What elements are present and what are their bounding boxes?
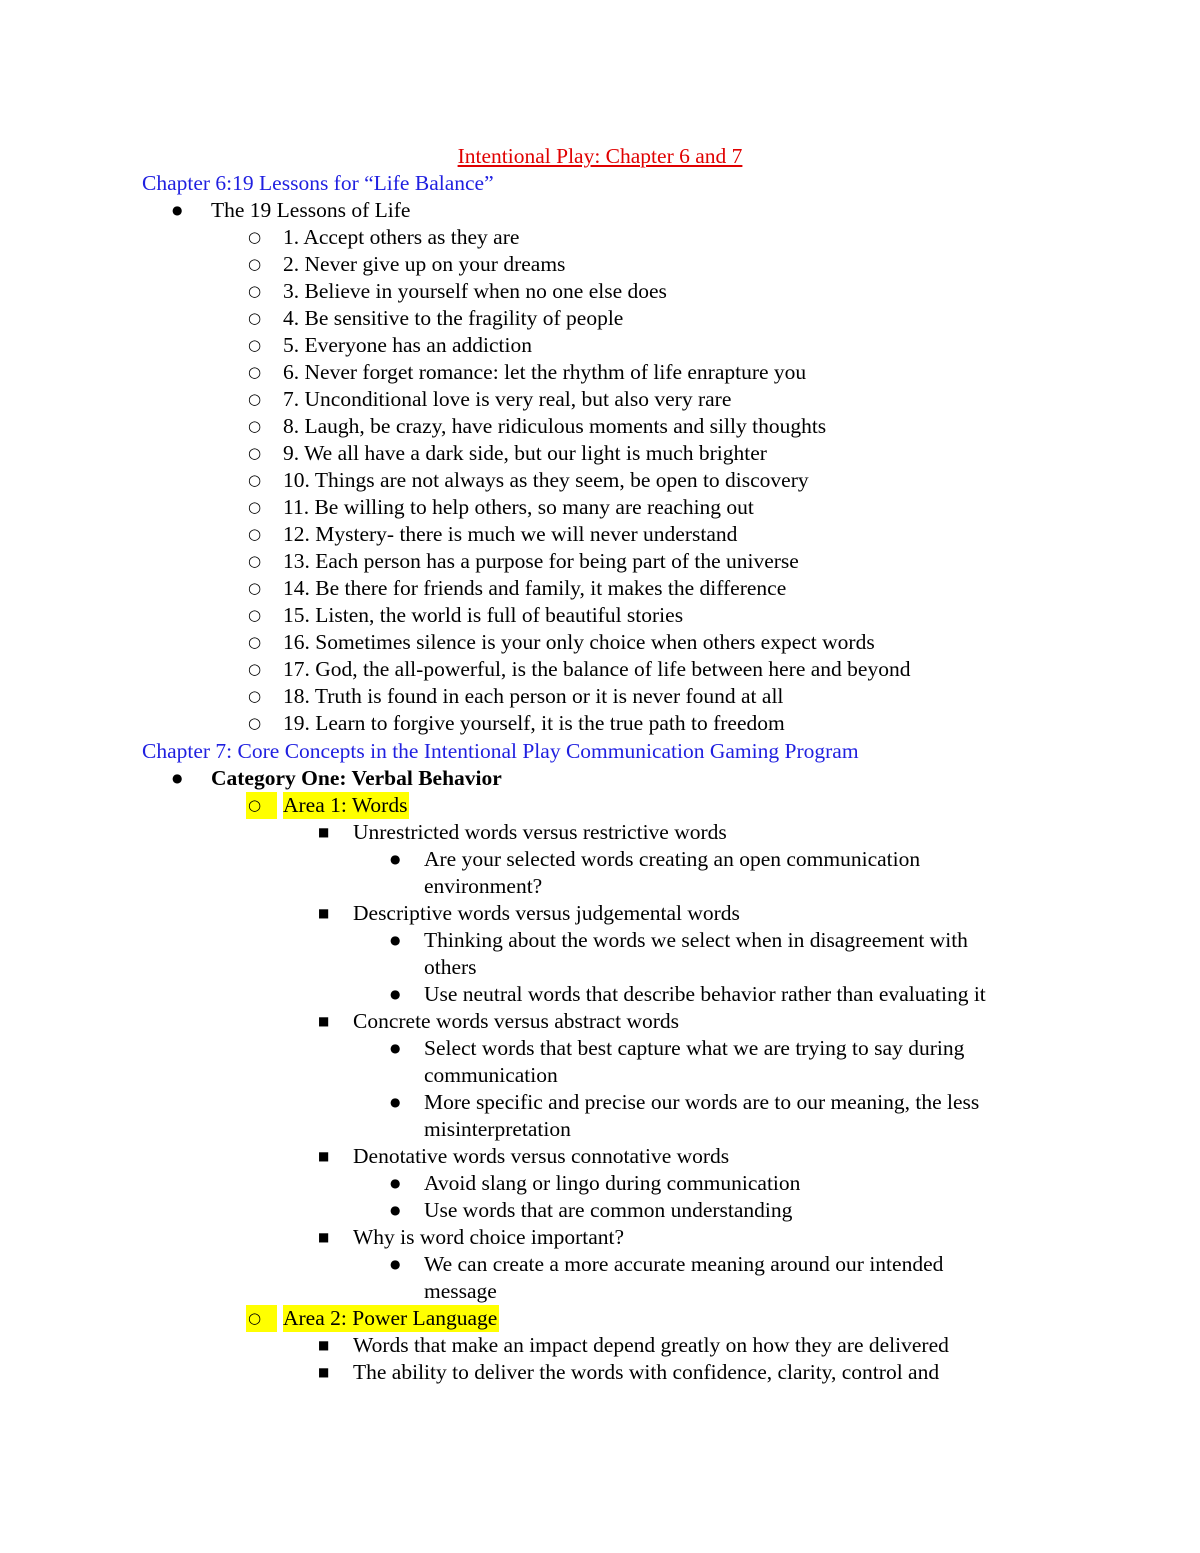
disc-bullet-icon: ● [390,1095,401,1109]
point-text: More specific and precise our words are to our meaning, the less [424,1090,980,1114]
lesson-item: 16. Sometimes silence is your only choice when others expect words [283,630,875,654]
lesson-item: 19. Learn to forgive yourself, it is the true path to freedom [283,711,785,735]
circle-bullet-icon: ○ [248,336,262,354]
topic-label: Concrete words versus abstract words [353,1009,679,1033]
circle-bullet-icon: ○ [248,282,262,300]
point-text: We can create a more accurate meaning around our intended [424,1252,944,1276]
point-text: Thinking about the words we select when in disagreement with [424,928,968,952]
circle-bullet-icon: ○ [248,390,262,408]
point-text-continued: misinterpretation [424,1117,571,1141]
circle-bullet-icon: ○ [248,444,262,462]
point-text: Are your selected words creating an open communication [424,847,921,871]
circle-bullet-icon: ○ [248,228,262,246]
lesson-item: 7. Unconditional love is very real, but also very rare [283,387,732,411]
lesson-item: 6. Never forget romance: let the rhythm of life enrapture you [283,360,807,384]
disc-bullet-icon: ● [390,1257,401,1271]
circle-bullet-icon: ○ [246,792,277,819]
chapter-7-heading: Chapter 7: Core Concepts in the Intentional Play Communication Gaming Program [142,739,859,763]
square-bullet-icon: ■ [318,906,330,920]
square-bullet-icon: ■ [318,1149,330,1163]
circle-bullet-icon: ○ [248,633,262,651]
chapter-6-heading: Chapter 6:19 Lessons for “Life Balance” [142,171,494,195]
disc-bullet-icon: ● [390,1203,401,1217]
point-text: Select words that best capture what we are trying to say during [424,1036,965,1060]
circle-bullet-icon: ○ [248,714,262,732]
lesson-item: 17. God, the all-powerful, is the balance of life between here and beyond [283,657,911,681]
point-text-continued: others [424,955,477,979]
topic-label: Why is word choice important? [353,1225,625,1249]
circle-bullet-icon: ○ [248,471,262,489]
lesson-item: 3. Believe in yourself when no one else does [283,279,667,303]
point-text: Use words that are common understanding [424,1198,793,1222]
topic-label: Denotative words versus connotative words [353,1144,730,1168]
area-1-label: Area 1: Words [283,793,408,817]
square-bullet-icon: ■ [318,1014,330,1028]
circle-bullet-icon: ○ [246,1305,277,1332]
square-bullet-icon: ■ [318,1365,330,1379]
disc-bullet-icon: ● [390,933,401,947]
lesson-item: 13. Each person has a purpose for being part of the universe [283,549,799,573]
point-text-continued: environment? [424,874,543,898]
area-2-label: Area 2: Power Language [283,1306,498,1330]
category-heading: Category One: Verbal Behavior [211,766,502,790]
lesson-item: 12. Mystery- there is much we will never understand [283,522,738,546]
lesson-item: 8. Laugh, be crazy, have ridiculous moments and silly thoughts [283,414,827,438]
disc-bullet-icon: ● [390,1176,401,1190]
lesson-item: 4. Be sensitive to the fragility of people [283,306,624,330]
lesson-item: 15. Listen, the world is full of beautiful stories [283,603,684,627]
circle-bullet-icon: ○ [248,687,262,705]
circle-bullet-icon: ○ [248,579,262,597]
topic-label: Unrestricted words versus restrictive words [353,820,727,844]
disc-bullet-icon: ● [390,852,401,866]
point-text: Use neutral words that describe behavior rather than evaluating it [424,982,986,1006]
topic-label: Descriptive words versus judgemental words [353,901,740,925]
topic-label: The ability to deliver the words with confidence, clarity, control and [353,1360,940,1384]
lesson-item: 18. Truth is found in each person or it is never found at all [283,684,784,708]
lesson-item: 10. Things are not always as they seem, be open to discovery [283,468,809,492]
lesson-item: 14. Be there for friends and family, it makes the difference [283,576,787,600]
lessons-group-label: The 19 Lessons of Life [211,198,411,222]
circle-bullet-icon: ○ [248,417,262,435]
circle-bullet-icon: ○ [248,363,262,381]
lesson-item: 5. Everyone has an addiction [283,333,532,357]
square-bullet-icon: ■ [318,1230,330,1244]
disc-bullet-icon: ● [172,771,183,785]
circle-bullet-icon: ○ [248,525,262,543]
lesson-item: 2. Never give up on your dreams [283,252,566,276]
square-bullet-icon: ■ [318,1338,330,1352]
circle-bullet-icon: ○ [248,606,262,624]
lesson-item: 9. We all have a dark side, but our light is much brighter [283,441,767,465]
lesson-item: 1. Accept others as they are [283,225,520,249]
circle-bullet-icon: ○ [248,498,262,516]
document-title: Intentional Play: Chapter 6 and 7 [457,144,743,168]
disc-bullet-icon: ● [172,203,183,217]
disc-bullet-icon: ● [390,1041,401,1055]
square-bullet-icon: ■ [318,825,330,839]
topic-label: Words that make an impact depend greatly on how they are delivered [353,1333,949,1357]
circle-bullet-icon: ○ [248,255,262,273]
point-text: Avoid slang or lingo during communication [424,1171,801,1195]
point-text-continued: communication [424,1063,558,1087]
circle-bullet-icon: ○ [248,309,262,327]
circle-bullet-icon: ○ [248,552,262,570]
circle-bullet-icon: ○ [248,660,262,678]
point-text-continued: message [424,1279,497,1303]
lesson-item: 11. Be willing to help others, so many are reaching out [283,495,754,519]
disc-bullet-icon: ● [390,987,401,1001]
